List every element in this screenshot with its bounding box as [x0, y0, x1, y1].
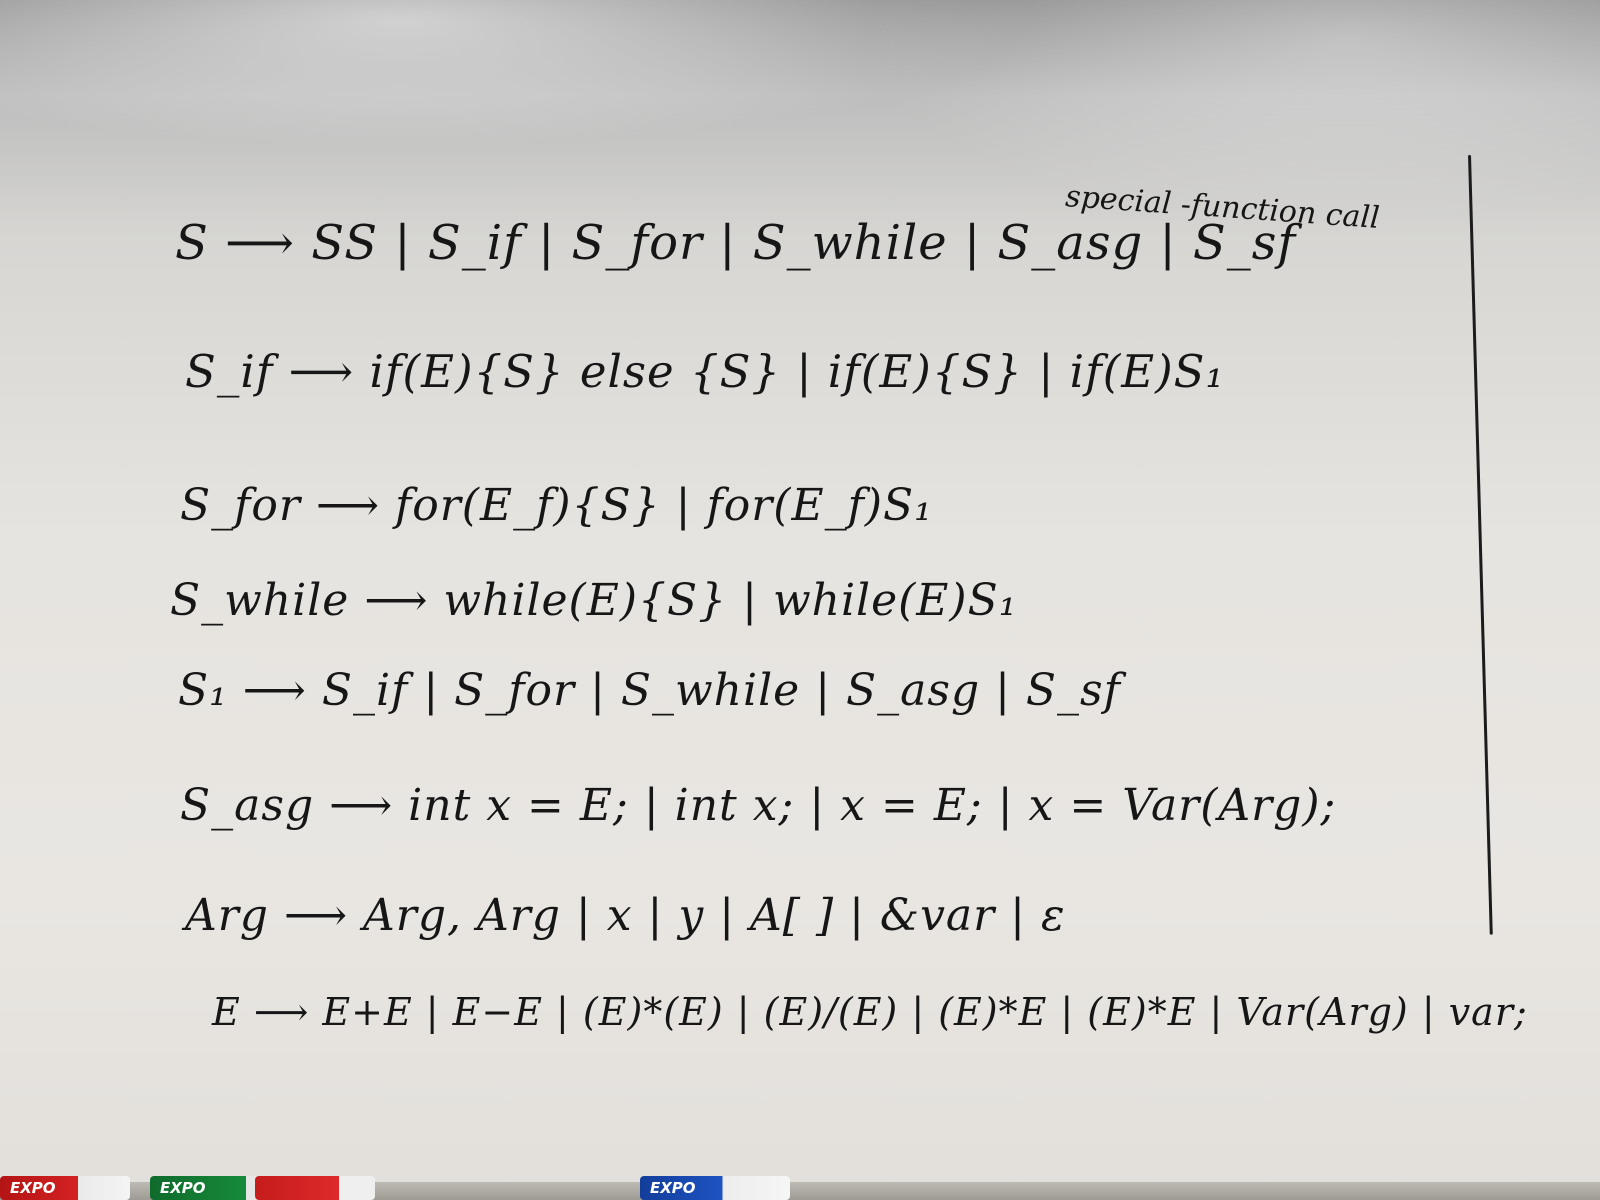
annotation-special-function-call: special -function call: [1064, 179, 1381, 236]
red-marker[interactable]: EXPO: [0, 1176, 130, 1200]
rule-s-if: S_if ⟶ if(E){S} else {S} | if(E){S} | if(E)S₁: [185, 345, 1225, 398]
blue-marker[interactable]: EXPO: [640, 1176, 790, 1200]
rule-s1: S₁ ⟶ S_if | S_for | S_while | S_asg | S_sf: [178, 665, 1121, 716]
rule-arg: Arg ⟶ Arg, Arg | x | y | A[ ] | &var | ε: [185, 890, 1066, 941]
green-marker[interactable]: EXPO: [150, 1176, 310, 1200]
vertical-margin-line: [1468, 155, 1493, 935]
rule-s: S ⟶ SS | S_if | S_for | S_while | S_asg | S_sf: [175, 215, 1297, 271]
rule-s-for: S_for ⟶ for(E_f){S} | for(E_f)S₁: [180, 480, 933, 531]
rule-s-asg: S_asg ⟶ int x = E; | int x; | x = E; | x = Var(Arg);: [180, 780, 1337, 831]
rule-e: E ⟶ E+E | E−E | (E)*(E) | (E)/(E) | (E)*E | (E)*E | Var(Arg) | var;: [212, 990, 1528, 1034]
rule-s-while: S_while ⟶ while(E){S} | while(E)S₁: [170, 575, 1018, 626]
red-marker-2[interactable]: [255, 1176, 375, 1200]
